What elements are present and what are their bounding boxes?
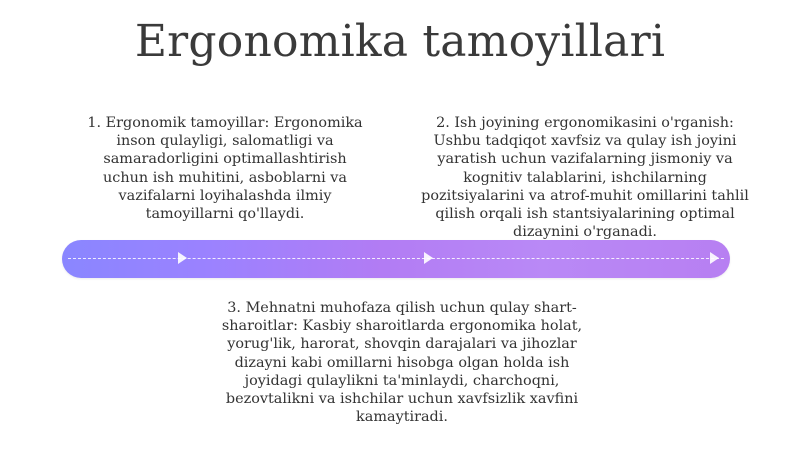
arrow-right-icon <box>710 252 719 264</box>
timeline-dashed-line <box>68 258 724 259</box>
point-2-text: 2. Ish joyining ergonomikasini o'rganish: Ushbu tadqiqot xavfsiz va qulay ish joyini yaratish uchun vazifalarning jismoniy va kognitiv talablarini, ishchilarning pozitsiyalarini va atrof-muhit omillarini tahlil qilish orqali ish stantsiyalarining optimal dizaynini o'rganadi. <box>421 115 749 241</box>
point-3-text: 3. Mehnatni muhofaza qilish uchun qulay shart-sharoitlar: Kasbiy sharoitlarda ergonomika holat, yorug'lik, harorat, shovqin darajalari va jihozlar dizayni kabi omillarni hisobga olgan holda ish joyidagi qulaylikni ta'minlaydi, charchoqni, bezovtalikni va ishchilar uchun xavfsizlik xavfini kamaytiradi. <box>221 300 583 426</box>
arrow-right-icon <box>424 252 433 264</box>
point-1-text: 1. Ergonomik tamoyillar: Ergonomika inson qulayligi, salomatligi va samaradorligini optimallashtirish uchun ish muhitini, asboblarni va vazifalarni loyihalashda ilmiy tamoyillarni qo'llaydi. <box>87 115 363 223</box>
slide-title: Ergonomika tamoyillari <box>134 16 666 67</box>
arrow-right-icon <box>178 252 187 264</box>
timeline-bar <box>62 240 730 278</box>
